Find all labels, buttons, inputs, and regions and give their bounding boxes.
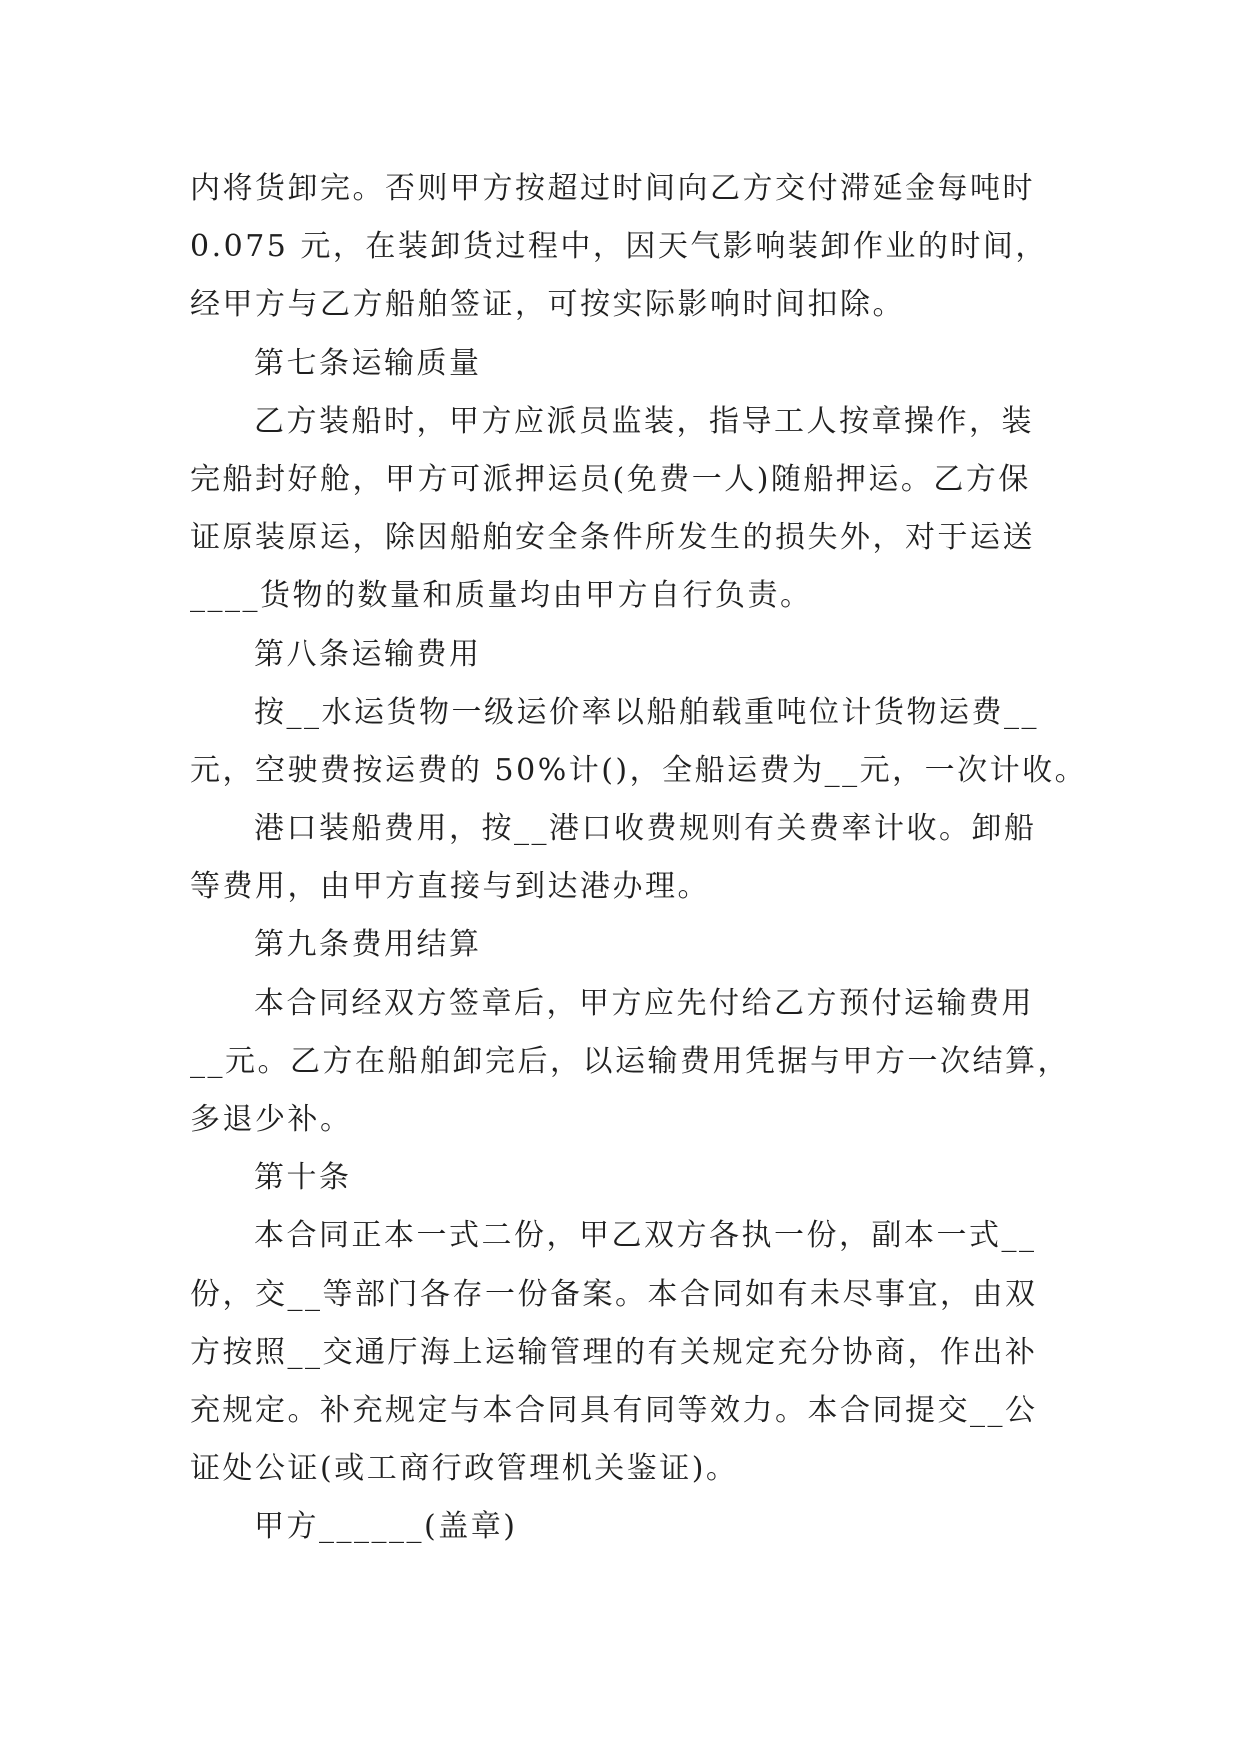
text-line: 证处公证(或工商行政管理机关鉴证)。: [190, 1451, 739, 1487]
text-line: __元。乙方在船舶卸完后，以运输费用凭据与甲方一次结算，: [190, 1043, 1070, 1079]
text-line: 港口装船费用，按__港口收费规则有关费率计收。卸船: [254, 811, 1037, 847]
text-line: 第九条费用结算: [254, 927, 482, 963]
contract-body-text: [190, 160, 1088, 1557]
text-line: 份，交__等部门各存一份备案。本合同如有未尽事宜，由双: [190, 1276, 1038, 1312]
text-line: 第八条运输费用: [254, 636, 482, 672]
text-line: 元，空驶费按运费的 50%计()，全船运费为__元，一次计收。: [190, 752, 1088, 788]
text-line: 完船封好舱，甲方可派押运员(免费一人)随船押运。乙方保: [190, 461, 1031, 497]
text-line: 证原装原运，除因船舶安全条件所发生的损失外，对于运送: [190, 520, 1035, 556]
text-line: 乙方装船时，甲方应派员监装，指导工人按章操作，装: [254, 403, 1034, 439]
text-line: 甲方______(盖章): [254, 1509, 518, 1545]
text-line: ____货物的数量和质量均由甲方自行负责。: [190, 578, 813, 614]
text-line: 第十条: [254, 1160, 352, 1196]
text-line: 多退少补。: [190, 1102, 353, 1137]
text-line: 方按照__交通厅海上运输管理的有关规定充分协商，作出补: [190, 1334, 1038, 1370]
text-line: 内将货卸完。否则甲方按超过时间向乙方交付滞延金每吨时: [190, 171, 1035, 206]
text-line: 第七条运输质量: [254, 345, 482, 381]
text-line: 本合同正本一式二份，甲乙双方各执一份，副本一式__: [254, 1218, 1037, 1254]
text-line: 0.075 元，在装卸货过程中，因天气影响装卸作业的时间，: [190, 229, 1048, 265]
text-line: 本合同经双方签章后，甲方应先付给乙方预付运输费用: [254, 985, 1034, 1021]
text-line: 经甲方与乙方船舶签证，可按实际影响时间扣除。: [190, 287, 905, 323]
text-line: 按__水运货物一级运价率以船舶载重吨位计货物运费__: [254, 694, 1039, 730]
text-line: 等费用，由甲方直接与到达港办理。: [190, 869, 710, 905]
text-line: 充规定。补充规定与本合同具有同等效力。本合同提交__公: [190, 1392, 1038, 1428]
